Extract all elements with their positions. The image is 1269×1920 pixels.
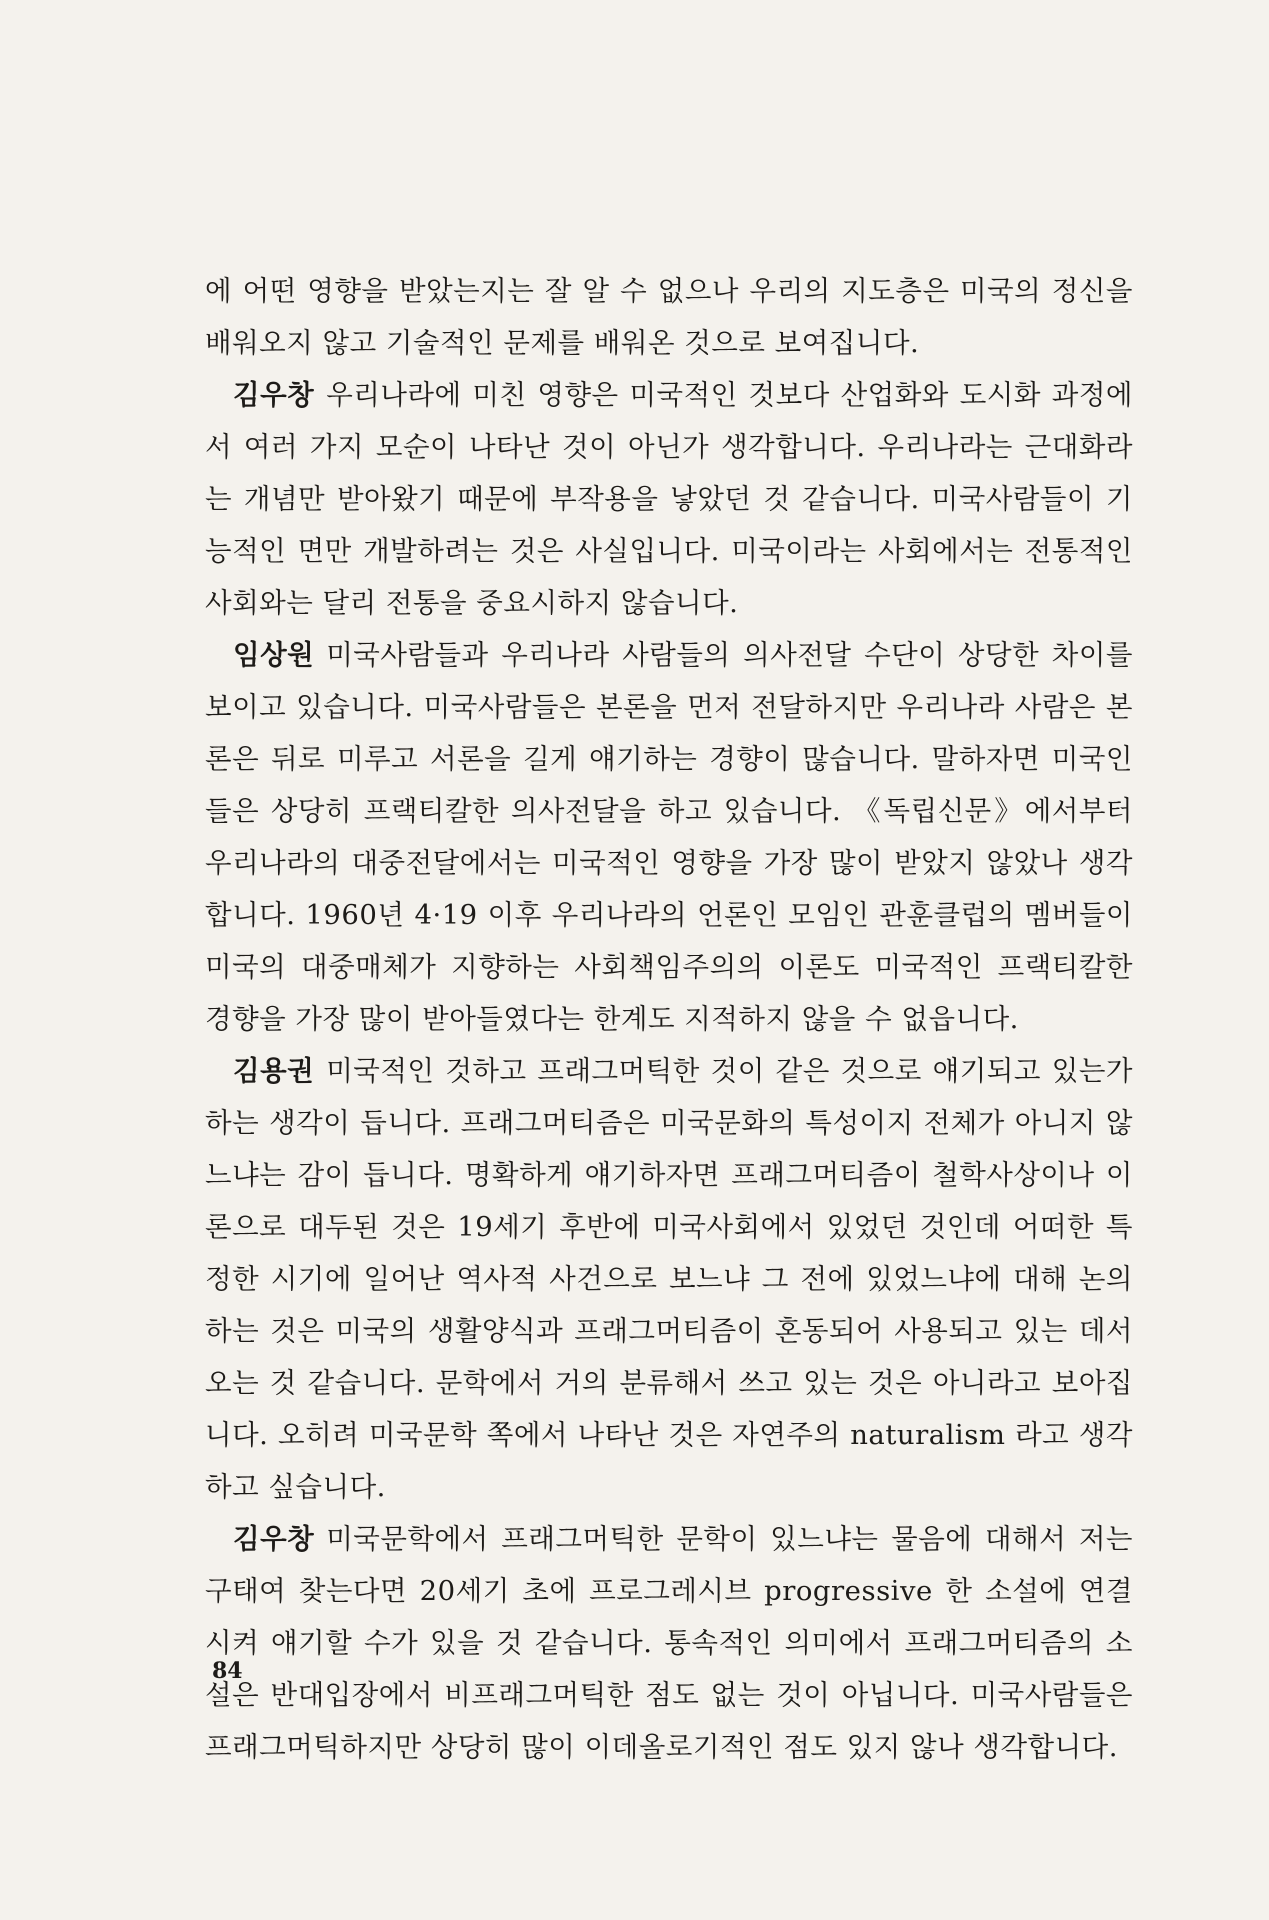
paragraph-kim-woochang-1 xyxy=(205,369,1133,629)
speaker-name: 김우창 xyxy=(233,379,315,411)
body-text xyxy=(205,265,1133,1773)
paragraph-kim-yonggwon xyxy=(205,1045,1133,1513)
paragraph-kim-woochang-2 xyxy=(205,1513,1133,1773)
page-number: 84 xyxy=(212,1658,243,1684)
paragraph-text: 에 어떤 영향을 받았는지는 잘 알 수 없으나 우리의 지도층은 미국의 정신을 배워오지 않고 기술적인 문제를 배워온 것으로 보여집니다. xyxy=(205,275,1133,359)
speaker-name: 김용권 xyxy=(233,1055,315,1087)
paragraph-text: 미국사람들과 우리나라 사람들의 의사전달 수단이 상당한 차이를 보이고 있습니다. 미국사람들은 본론을 먼저 전달하지만 우리나라 사람은 본론은 뒤로 미루고 서론을 길게 얘기하는 경향이 많습니다. 말하자면 미국인들은 상당히 프랙티칼한 의사전달을 하고 있습니다. 《독립신문》에서부터 우리나라의 대중전달에서는 미국적인 영향을 가장 많이 받았지 않았나 생각합니다. 1960년 4·19 이후 우리나라의 언론인 모임인 관훈클럽의 멤버들이 미국의 대중매체가 지향하는 사회책임주의의 이론도 미국적인 프랙티칼한 경향을 가장 많이 받아들였다는 한계도 지적하지 않을 수 없읍니다. xyxy=(205,639,1133,1035)
speaker-name: 김우창 xyxy=(233,1523,315,1555)
paragraph-lim-sangwon xyxy=(205,629,1133,1045)
paragraph-text: 미국적인 것하고 프래그머틱한 것이 같은 것으로 얘기되고 있는가 하는 생각이 듭니다. 프래그머티즘은 미국문화의 특성이지 전체가 아니지 않느냐는 감이 듭니다. 명확하게 얘기하자면 프래그머티즘이 철학사상이나 이론으로 대두된 것은 19세기 후반에 미국사회에서 있었던 것인데 어떠한 특정한 시기에 일어난 역사적 사건으로 보느냐 그 전에 있었느냐에 대해 논의하는 것은 미국의 생활양식과 프래그머티즘이 혼동되어 사용되고 있는 데서 오는 것 같습니다. 문학에서 거의 분류해서 쓰고 있는 것은 아니라고 보아집니다. 오히려 미국문학 쪽에서 나타난 것은 자연주의 naturalism 라고 생각하고 싶습니다. xyxy=(205,1055,1133,1503)
paragraph-continuation xyxy=(205,265,1133,369)
speaker-name: 임상원 xyxy=(233,639,315,671)
paragraph-text: 미국문학에서 프래그머틱한 문학이 있느냐는 물음에 대해서 저는 구태여 찾는다면 20세기 초에 프로그레시브 progressive 한 소설에 연결시켜 얘기할 수가 있을 것 같습니다. 통속적인 의미에서 프래그머티즘의 소설은 반대입장에서 비프래그머틱한 점도 없는 것이 아닙니다. 미국사람들은 프래그머틱하지만 상당히 많이 이데올로기적인 점도 있지 않나 생각합니다. xyxy=(205,1523,1133,1763)
paragraph-text: 우리나라에 미친 영향은 미국적인 것보다 산업화와 도시화 과정에서 여러 가지 모순이 나타난 것이 아닌가 생각합니다. 우리나라는 근대화라는 개념만 받아왔기 때문에 부작용을 낳았던 것 같습니다. 미국사람들이 기능적인 면만 개발하려는 것은 사실입니다. 미국이라는 사회에서는 전통적인 사회와는 달리 전통을 중요시하지 않습니다. xyxy=(205,379,1133,619)
